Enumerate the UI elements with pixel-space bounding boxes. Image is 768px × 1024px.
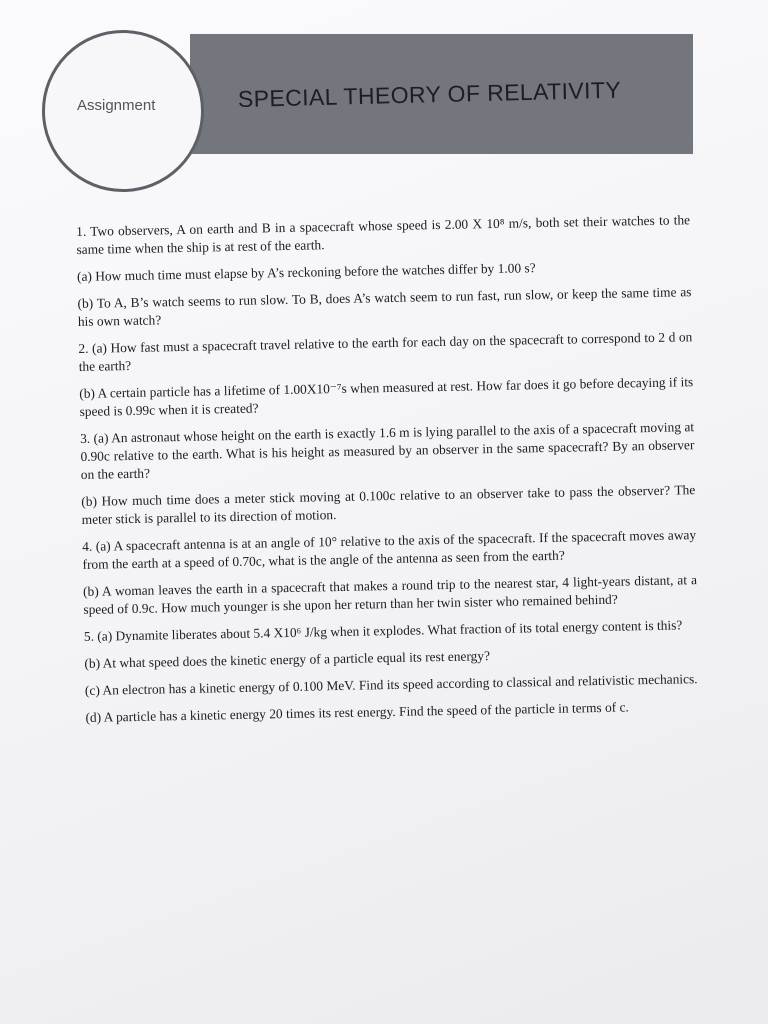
question-1b: (b) To A, B’s watch seems to run slow. To B, does A’s watch seem to run fast, run slow, or keep the same time as his own watch? (77, 284, 692, 329)
question-2a: 2. (a) How fast must a spacecraft travel relative to the earth for each day on the spacecraft to correspond to 2 d on the earth? (78, 329, 693, 374)
question-1: 1. Two observers, A on earth and B in a spacecraft whose speed is 2.00 X 10⁸ m/s, both set their watches to the same time when the ship is at rest of the earth. (76, 212, 691, 257)
question-5c: (c) An electron has a kinetic energy of 0.100 MeV. Find its speed according to classical and relativistic mechanics. (84, 671, 698, 698)
assignment-label: Assignment (77, 97, 156, 114)
question-5a: 5. (a) Dynamite liberates about 5.4 X10⁶ J/kg when it explodes. What fraction of its total energy content is this? (83, 617, 683, 644)
question-1a: (a) How much time must elapse by A’s reckoning before the watches differ by 1.00 s? (76, 260, 536, 284)
questions-body (76, 211, 700, 736)
question-3b: (b) How much time does a meter stick moving at 0.100c relative to an observer take to pass the observer? The meter stick is parallel to its direction of motion. (81, 482, 696, 527)
page-title: SPECIAL THEORY OF RELATIVITY (237, 76, 622, 112)
question-5b: (b) At what speed does the kinetic energy of a particle equal its rest energy? (84, 648, 491, 671)
question-4a: 4. (a) A spacecraft antenna is at an angle of 10° relative to the axis of the spacecraft. If the spacecraft moves away from the earth at a speed of 0.70c, what is the angle of the antenna as seen from the earth? (82, 527, 697, 572)
question-4b: (b) A woman leaves the earth in a spacecraft that makes a round trip to the nearest star, 4 light-years distant, at a speed of 0.9c. How much younger is she upon her return than her twin sister who remained behind? (82, 572, 698, 617)
question-3a: 3. (a) An astronaut whose height on the earth is exactly 1.6 m is lying parallel to the axis of a spacecraft moving at 0.90c relative to the earth. What is his height as measured by an observer in the same spacecraft? By an observer on the earth? (79, 419, 695, 482)
question-5d: (d) A particle has a kinetic energy 20 times its rest energy. Find the speed of the particle in terms of c. (85, 699, 629, 725)
question-2b: (b) A certain particle has a lifetime of 1.00X10⁻⁷s when measured at rest. How far does it go before decaying if its speed is 0.99c when it is created? (79, 374, 694, 419)
